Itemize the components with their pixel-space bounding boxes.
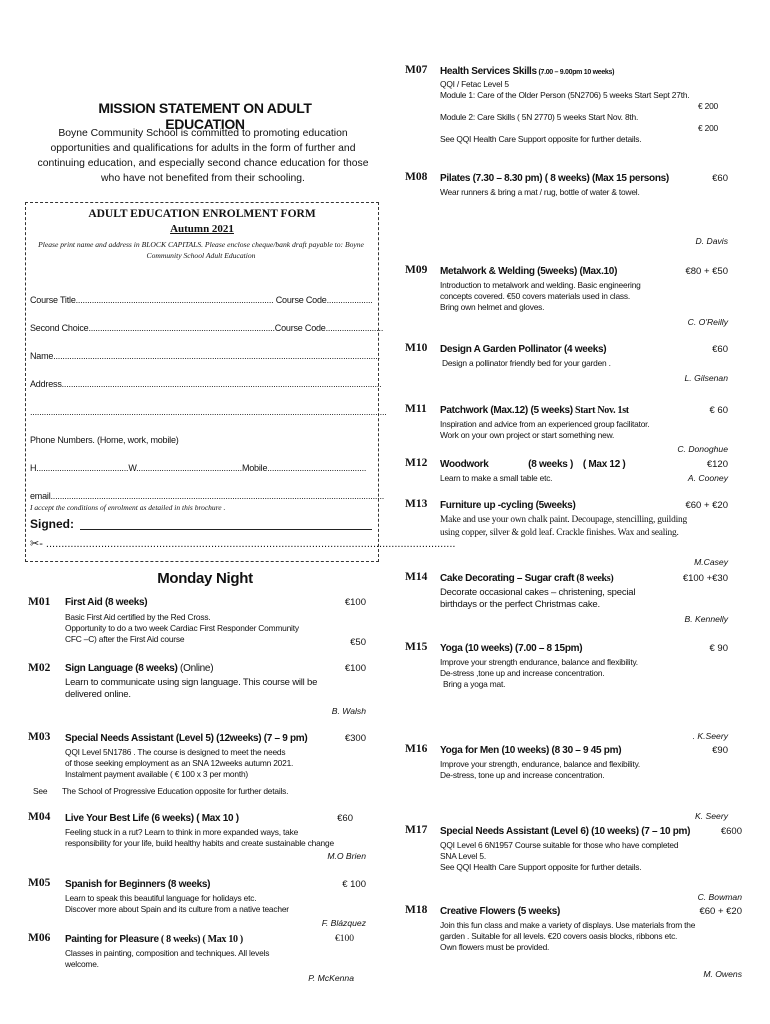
course-code: M01 <box>28 596 51 608</box>
course-price: €300 <box>344 733 366 744</box>
course-code: M03 <box>28 731 51 743</box>
course-desc-line: Feeling stuck in a rut? Learn to think in more expanded ways, take <box>65 827 299 837</box>
course-tutor: . K.Seery <box>692 731 728 741</box>
course-price: €100 <box>344 597 366 608</box>
course-price: € 90 <box>709 643 728 654</box>
course-desc-line: delivered online. <box>65 689 131 700</box>
course-title: Health Services Skills <box>440 66 537 77</box>
course-desc-line: QQI Level 6 6N1957 Course suitable for those who have completed <box>440 840 679 850</box>
form-title: ADULT EDUCATION ENROLMENT FORM <box>88 208 316 220</box>
course-price: € 100 <box>342 879 366 890</box>
course-desc-line: Own flowers must be provided. <box>440 942 550 952</box>
course-title: Yoga (10 weeks) (7.00 – 8 15pm) <box>440 643 583 654</box>
course-tutor: M.O Brien <box>327 851 366 861</box>
course-price: €100 <box>335 934 354 944</box>
form-note: Please print name and address in BLOCK CAPITALS. Please enclose cheque/bank draft payable to: Boyne Community School Adult Education <box>38 240 364 260</box>
course-code: M10 <box>405 342 428 354</box>
course-desc-line: Make and use your own chalk paint. Decoupage, stencilling, guilding <box>440 515 687 525</box>
course-tutor: F. Blázquez <box>321 918 366 928</box>
course-tutor: M.Casey <box>694 557 728 567</box>
course-price-secondary: €50 <box>350 637 366 648</box>
course-code: M09 <box>405 264 428 276</box>
course-tutor: A. Cooney <box>687 473 728 483</box>
course-title: Woodwork (8 weeks ) ( Max 12 ) <box>440 459 626 470</box>
course-price: €80 + €50 <box>685 266 728 277</box>
course-title-field[interactable]: Course Title...................................................................................... Course Code.................... <box>30 295 373 305</box>
course-price: €60 <box>712 344 728 355</box>
course-desc-line: Instalment payment available ( € 100 x 3 per month) <box>65 769 248 779</box>
email-field[interactable]: email................................................................................................................................................. <box>30 491 385 501</box>
signature-line[interactable] <box>80 529 372 530</box>
course-desc-line: Improve your strength endurance, balance and flexibility. <box>440 657 638 667</box>
course-desc-line: welcome. <box>65 959 99 969</box>
course-code: M17 <box>405 824 428 836</box>
course-code: M15 <box>405 641 428 653</box>
course-desc-line: Design a pollinator friendly bed for your garden . <box>442 358 611 368</box>
course-desc-line: See QQI Health Care Support opposite for further details. <box>440 134 642 144</box>
right-column <box>395 0 770 1024</box>
course-title-extra: (Online) <box>177 663 214 674</box>
course-title: Spanish for Beginners (8 weeks) <box>65 879 211 890</box>
course-code: M02 <box>28 662 51 674</box>
course-desc-line: Inspiration and advice from an experienced group facilitator. <box>440 419 650 429</box>
course-desc-line: Bring a yoga mat. <box>443 679 506 689</box>
course-code: M05 <box>28 877 51 889</box>
course-desc-line: CFC –C) after the First Aid course <box>65 634 185 644</box>
course-desc-line: Learn to speak this beautiful language for holidays etc. <box>65 893 257 903</box>
course-title: Pilates (7.30 – 8.30 pm) ( 8 weeks) (Max 15 persons) <box>440 173 669 184</box>
course-price: €60 <box>712 173 728 184</box>
course-desc-line: Discover more about Spain and its culture from a native teacher <box>65 904 289 914</box>
course-tutor: B. Walsh <box>331 706 366 716</box>
course-desc-line: Improve your strength, endurance, balance and flexibility. <box>440 759 641 769</box>
course-price: €60 + €20 <box>685 500 728 511</box>
course-desc-line: of those seeking employment as an SNA 12weeks autumn 2021. <box>65 758 294 768</box>
course-desc-line: Basic First Aid certified by the Red Cross. <box>65 612 211 622</box>
monday-heading: Monday Night <box>157 570 253 587</box>
course-code: M14 <box>405 571 428 583</box>
course-desc-line: SNA Level 5. <box>440 851 487 861</box>
course-desc-line: Learn to communicate using sign language. This course will be <box>65 677 318 688</box>
course-price: €100 +€30 <box>682 573 728 584</box>
course-desc-line: Learn to make a small table etc. <box>440 473 553 483</box>
course-tutor: K. Seery <box>695 811 728 821</box>
course-code: M08 <box>405 171 428 183</box>
mission-title: MISSION STATEMENT ON ADULT EDUCATION <box>98 100 312 132</box>
course-desc-line: QQI Level 5N1786 . The course is designed to meet the needs <box>65 747 286 757</box>
course-title: Cake Decorating – Sugar craft <box>440 573 575 584</box>
course-desc-line: Introduction to metalwork and welding. Basic engineering <box>440 280 641 290</box>
course-desc-line: Module 2: Care Skills ( 5N 2770) 5 weeks Start Nov. 8th. <box>440 112 639 122</box>
course-code: M06 <box>28 932 51 944</box>
see-text: The School of Progressive Education opposite for further details. <box>62 786 289 796</box>
course-title-extra: ( 8 weeks) ( Max 10 ) <box>158 934 243 945</box>
course-title: First Aid (8 weeks) <box>65 597 148 608</box>
course-title: Patchwork (Max.12) (5 weeks) <box>440 405 573 416</box>
see-label: See <box>33 786 48 796</box>
course-title: Metalwork & Welding (5weeks) (Max.10) <box>440 266 618 277</box>
course-desc-line: Work on your own project or start something new. <box>440 430 615 440</box>
course-desc-line: Decorate occasional cakes – christening, special <box>440 587 636 598</box>
course-title-extra: (8 weeks) <box>574 573 614 584</box>
course-tutor: C. Bowman <box>697 892 742 902</box>
course-price: €600 <box>720 826 742 837</box>
address-field[interactable]: Address........................................................................................................................................... <box>30 379 382 389</box>
course-price: €90 <box>712 745 728 756</box>
course-desc-line: De-stress, tone up and increase concentration. <box>440 770 605 780</box>
course-tutor: D. Davis <box>695 236 728 246</box>
phone-field[interactable]: H........................................W..............................................Mobile........................................... <box>30 463 367 473</box>
address-field-2[interactable]: ........................................................................................................................................................... <box>30 407 387 417</box>
mission-text: Boyne Community School is committed to promoting education opportunities and qualifications for adults in the form of further and continuing education, and especially second chance education for those who have not benefited from their schooling. <box>37 128 369 184</box>
course-desc-line: De-stress ,tone up and increase concentration. <box>440 668 605 678</box>
course-desc-line: Classes in painting, composition and techniques. All levels <box>65 948 270 958</box>
name-field[interactable]: Name.............................................................................................................................................. <box>30 351 380 361</box>
course-desc-line: birthdays or the perfect Christmas cake. <box>440 599 600 610</box>
course-code: M04 <box>28 811 51 823</box>
phone-label: Phone Numbers. (Home, work, mobile) <box>30 435 179 445</box>
course-desc-line: Module 1: Care of the Older Person (5N2706) 5 weeks Start Sept 27th. <box>440 90 690 100</box>
course-price: € 200 <box>698 101 718 111</box>
course-title: Furniture up -cycling (5weeks) <box>440 500 576 511</box>
course-code: M11 <box>405 403 427 415</box>
course-desc-line: Bring own helmet and gloves. <box>440 302 545 312</box>
course-desc-line: Wear runners & bring a mat / rug, bottle of water & towel. <box>440 187 640 197</box>
course-title: Painting for Pleasure <box>65 934 159 945</box>
course-title: Yoga for Men (10 weeks) (8 30 – 9 45 pm) <box>440 745 622 756</box>
course-code: M18 <box>405 904 428 916</box>
cut-line: ✂- ...................................................................................................................................... <box>30 538 456 550</box>
course-title: Special Needs Assistant (Level 5) (12weeks) (7 – 9 pm) <box>65 733 308 744</box>
course-code: M13 <box>405 498 428 510</box>
course-title-extra: Start Nov. 1st <box>572 405 629 416</box>
course-price: €100 <box>344 663 366 674</box>
course-code: M12 <box>405 457 428 469</box>
course-tutor: B. Kennelly <box>684 614 728 624</box>
course-code: M07 <box>405 64 428 76</box>
course-desc-line: Opportunity to do a two week Cardiac First Responder Community <box>65 623 299 633</box>
course-title: Special Needs Assistant (Level 6) (10 weeks) (7 – 10 pm) <box>440 826 691 837</box>
course-desc-line: See QQI Health Care Support opposite for further details. <box>440 862 642 872</box>
course-price: €60 <box>337 813 353 824</box>
course-title: Design A Garden Pollinator (4 weeks) <box>440 344 607 355</box>
course-title: Live Your Best Life (6 weeks) ( Max 10 ) <box>65 813 239 824</box>
course-title-extra: (7.00 – 9.00pm 10 weeks) <box>536 69 615 76</box>
course-code: M16 <box>405 743 428 755</box>
course-desc-line: responsibility for your life, build healthy habits and create sustainable change <box>65 838 334 848</box>
course-tutor: M. Owens <box>703 969 742 979</box>
course-desc-line: Join this fun class and make a variety of displays. Use materials from the <box>440 920 696 930</box>
course-tutor: L. Gilsenan <box>684 373 728 383</box>
second-choice-field[interactable]: Second Choice.................................................................................Course Code......................... <box>30 323 384 333</box>
course-tutor: C. Donoghue <box>677 444 728 454</box>
course-desc-line: using copper, silver & gold leaf. Crackle finishes. Wax and sealing. <box>440 528 679 538</box>
course-desc-line: QQI / Fetac Level 5 <box>440 79 509 89</box>
course-price: €60 + €20 <box>699 906 742 917</box>
course-price: € 200 <box>698 123 718 133</box>
signed-label: Signed: <box>30 517 74 531</box>
course-desc-line: garden . Suitable for all levels. €20 covers oasis blocks, ribbons etc. <box>440 931 678 941</box>
accept-conditions: I accept the conditions of enrolment as detailed in this brochure . <box>30 503 226 512</box>
form-subtitle: Autumn 2021 <box>170 223 234 235</box>
course-price: € 60 <box>709 405 728 416</box>
course-tutor: P. McKenna <box>308 973 354 983</box>
course-tutor: C. O'Reilly <box>687 317 728 327</box>
course-title: Sign Language (8 weeks) <box>65 663 178 674</box>
course-price: €120 <box>706 459 728 470</box>
course-desc-line: concepts covered. €50 covers materials used in class. <box>440 291 631 301</box>
course-title: Creative Flowers (5 weeks) <box>440 906 561 917</box>
